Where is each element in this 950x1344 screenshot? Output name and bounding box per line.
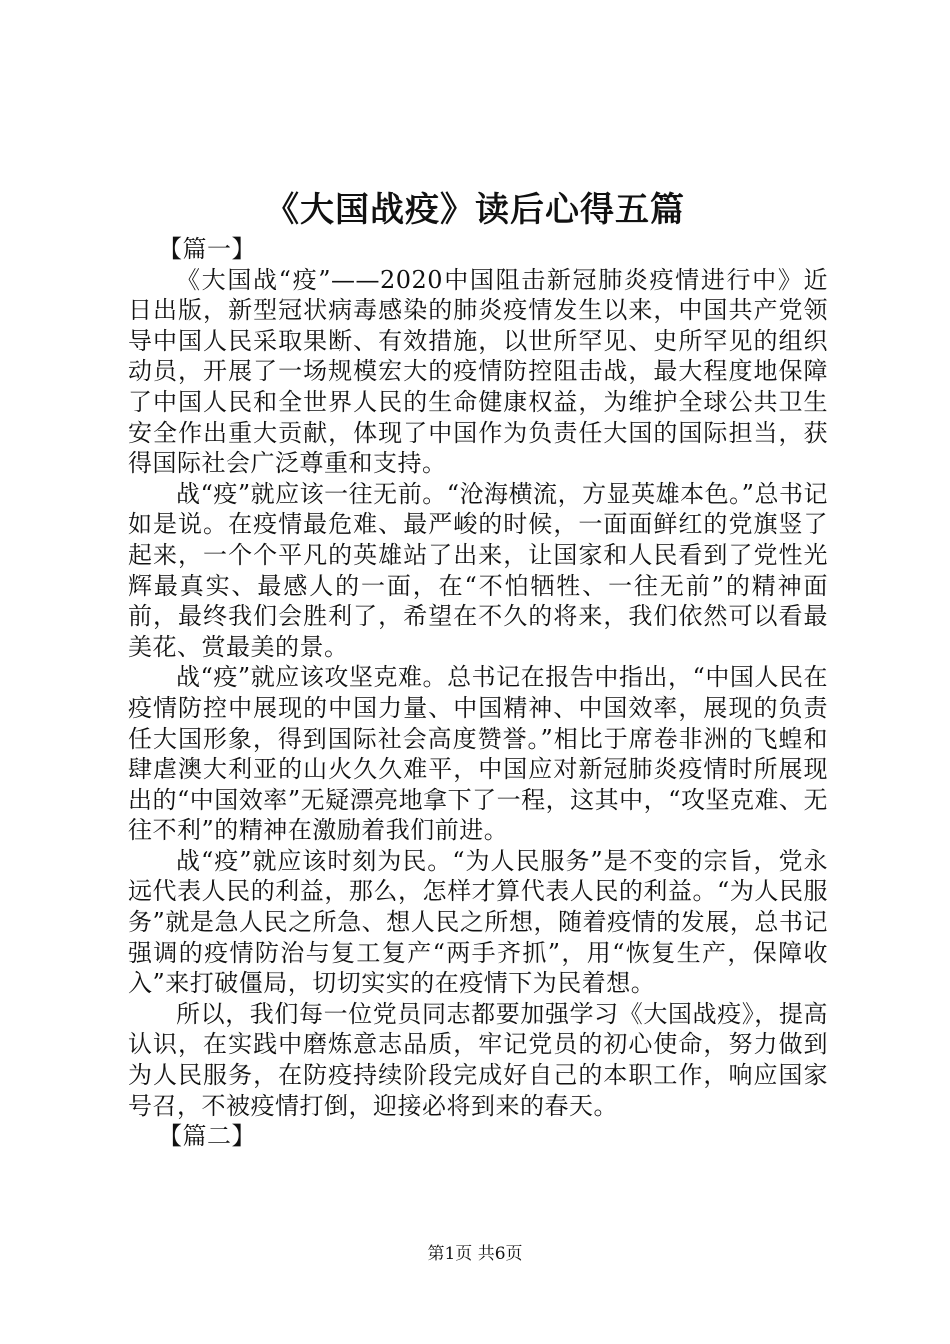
section-heading-1: 【篇一】	[158, 235, 256, 263]
paragraph-5: 所以，我们每一位党员同志都要加强学习《大国战疫》，提高认识，在实践中磨炼意志品质，牢记党员的初心使命，努力做到为人民服务，在防疫持续阶段完成好自己的本职工作，响应国家号召，不被疫情打倒，迎接必将到来的春天。	[128, 999, 828, 1120]
paragraph-4: 战“疫”就应该时刻为民。“为人民服务”是不变的宗旨，党永远代表人民的利益，那么，怎样才算代表人民的利益。“为人民服务”就是急人民之所急、想人民之所想，随着疫情的发展，总书记强调的疫情防治与复工复产“两手齐抓”，用“恢复生产，保障收入”来打破僵局，切切实实的在疫情下为民着想。	[128, 846, 828, 998]
paragraph-3: 战“疫”就应该攻坚克难。总书记在报告中指出，“中国人民在疫情防控中展现的中国力量、中国精神、中国效率，展现的负责任大国形象，得到国际社会高度赞誉。”相比于席卷非洲的飞蝗和肆虐澳大利亚的山火久久难平，中国应对新冠肺炎疫情时所展现出的“中国效率”无疑漂亮地拿下了一程，这其中，“攻坚克难、无往不利”的精神在激励着我们前进。	[128, 663, 828, 845]
paragraph-2: 战“疫”就应该一往无前。“沧海横流，方显英雄本色。”总书记如是说。在疫情最危难、最严峻的时候，一面面鲜红的党旗竖了起来，一个个平凡的英雄站了出来，让国家和人民看到了党性光辉最真实、最感人的一面，在“不怕牺牲、一往无前”的精神面前，最终我们会胜利了，希望在不久的将来，我们依然可以看最美花、赏最美的景。	[128, 479, 828, 661]
document-title: 《大国战疫》读后心得五篇	[265, 190, 685, 230]
page-footer: 第1页 共6页	[427, 1244, 523, 1264]
section-heading-2: 【篇二】	[158, 1122, 256, 1151]
paragraph-1: 《大国战“疫”——2020中国阻击新冠肺炎疫情进行中》近日出版，新型冠状病毒感染的肺炎疫情发生以来，中国共产党领导中国人民采取果断、有效措施，以世所罕见、史所罕见的组织动员，开展了一场规模宏大的疫情防控阻击战，最大程度地保障了中国人民和全世界人民的生命健康权益，为维护全球公共卫生安全作出重大贡献，体现了中国作为负责任大国的国际担当，获得国际社会广泛尊重和支持。	[128, 265, 828, 478]
document-body	[128, 234, 828, 1152]
